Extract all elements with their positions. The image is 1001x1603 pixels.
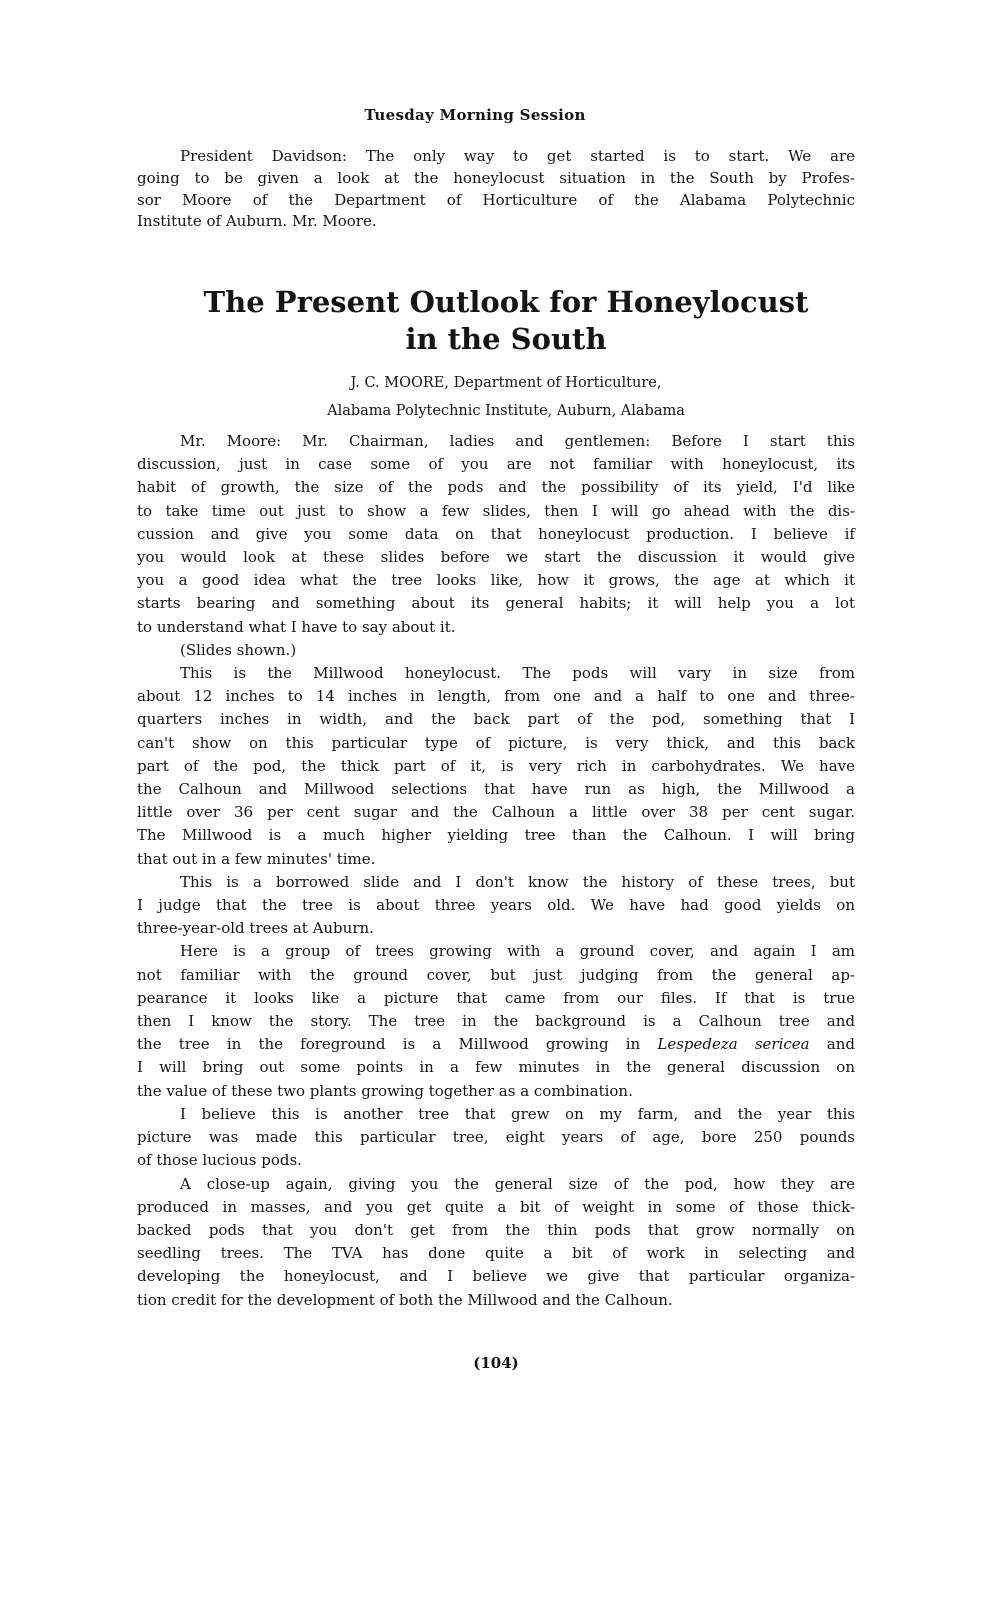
text-line: Institute of Auburn. Mr. Moore. <box>137 212 377 231</box>
text-line: can't show on this particular type of picture, is very thick, and this back <box>137 733 855 752</box>
body-paragraph <box>137 1173 855 1312</box>
text-line: part of the pod, the thick part of it, is very rich in carbohydrates. We have <box>137 756 855 775</box>
body-paragraph <box>137 662 855 871</box>
text-line: developing the honeylocust, and I believe we give that particular organiza- <box>137 1267 855 1286</box>
text-line <box>137 1033 855 1056</box>
text-line: (Slides shown.) <box>180 640 297 659</box>
text-segment: and <box>809 1035 855 1054</box>
text-line: I believe this is another tree that grew on my farm, and the year this <box>180 1104 855 1123</box>
text-line: President Davidson: The only way to get started is to start. We are <box>180 147 855 165</box>
text-line: produced in masses, and you get quite a bit of weight in some of those thick- <box>137 1197 855 1216</box>
text-line: to take time out just to show a few slides, then I will go ahead with the dis- <box>137 501 855 520</box>
text-line: picture was made this particular tree, eight years of age, bore 250 pounds <box>137 1128 855 1147</box>
byline-line-2: Alabama Polytechnic Institute, Auburn, Alabama <box>327 403 685 419</box>
text-line: This is the Millwood honeylocust. The pods will vary in size from <box>180 664 855 683</box>
text-line: about 12 inches to 14 inches in length, from one and a half to one and three- <box>137 687 855 706</box>
text-line: that out in a few minutes' time. <box>137 849 376 868</box>
text-line: sor Moore of the Department of Horticulture of the Alabama Polytechnic <box>137 190 855 209</box>
article-body <box>137 430 855 1312</box>
text-line: the value of these two plants growing together as a combination. <box>137 1081 633 1100</box>
text-line: little over 36 per cent sugar and the Calhoun a little over 38 per cent sugar. <box>137 803 855 822</box>
text-line: to understand what I have to say about it. <box>137 617 456 636</box>
text-line: seedling trees. The TVA has done quite a bit of work in selecting and <box>137 1244 855 1263</box>
body-paragraph <box>137 940 855 1102</box>
text-line: A close-up again, giving you the general size of the pod, how they are <box>180 1174 855 1193</box>
text-line: you would look at these slides before we start the discussion it would give <box>137 548 855 567</box>
body-paragraph <box>137 1103 855 1173</box>
text-line: The Millwood is a much higher yielding tree than the Calhoun. I will bring <box>137 826 855 845</box>
body-paragraph <box>137 639 855 662</box>
text-line: the Calhoun and Millwood selections that have run as high, the Millwood a <box>137 780 855 799</box>
text-line: not familiar with the ground cover, but just judging from the general ap- <box>137 965 855 984</box>
italic-species-name: Lespedeza sericea <box>657 1035 810 1054</box>
text-line: backed pods that you don't get from the thin pods that grow normally on <box>137 1220 855 1239</box>
text-line: pearance it looks like a picture that came from our files. If that is true <box>137 988 855 1007</box>
body-paragraph <box>137 430 855 639</box>
text-line: habit of growth, the size of the pods and the possibility of its yield, I'd like <box>137 478 855 497</box>
title-line-2: in the South <box>405 322 607 356</box>
running-header: Tuesday Morning Session <box>364 106 586 124</box>
text-line: then I know the story. The tree in the background is a Calhoun tree and <box>137 1012 855 1031</box>
text-line: Mr. Moore: Mr. Chairman, ladies and gentlemen: Before I start this <box>180 432 855 450</box>
author-byline <box>137 369 875 425</box>
text-line: of those lucious pods. <box>137 1151 302 1170</box>
text-line: tion credit for the development of both the Millwood and the Calhoun. <box>137 1290 673 1309</box>
text-line: discussion, just in case some of you are not familiar with honeylocust, its <box>137 455 855 474</box>
article-title <box>137 284 875 358</box>
text-line: I will bring out some points in a few minutes in the general discussion on <box>137 1058 855 1077</box>
text-line: starts bearing and something about its general habits; it will help you a lot <box>137 594 855 613</box>
text-line: I judge that the tree is about three years old. We have had good yields on <box>137 896 855 915</box>
page-number: (104) <box>473 1354 519 1372</box>
text-line: Here is a group of trees growing with a ground cover, and again I am <box>180 942 855 961</box>
text-line: cussion and give you some data on that honeylocust production. I believe if <box>137 524 855 543</box>
body-paragraph <box>137 871 855 941</box>
text-line: three-year-old trees at Auburn. <box>137 919 374 938</box>
byline-line-1: J. C. MOORE, Department of Horticulture, <box>350 375 662 391</box>
text-line: you a good idea what the tree looks like, how it grows, the age at which it <box>137 571 855 590</box>
text-line: quarters inches in width, and the back part of the pod, something that I <box>137 710 855 729</box>
title-line-1: The Present Outlook for Honeylocust <box>203 285 809 319</box>
text-line: This is a borrowed slide and I don't know the history of these trees, but <box>180 872 855 891</box>
intro-paragraph <box>137 146 855 233</box>
text-segment: the tree in the foreground is a Millwood growing in <box>137 1035 658 1054</box>
text-line: going to be given a look at the honeylocust situation in the South by Profes- <box>137 168 855 187</box>
